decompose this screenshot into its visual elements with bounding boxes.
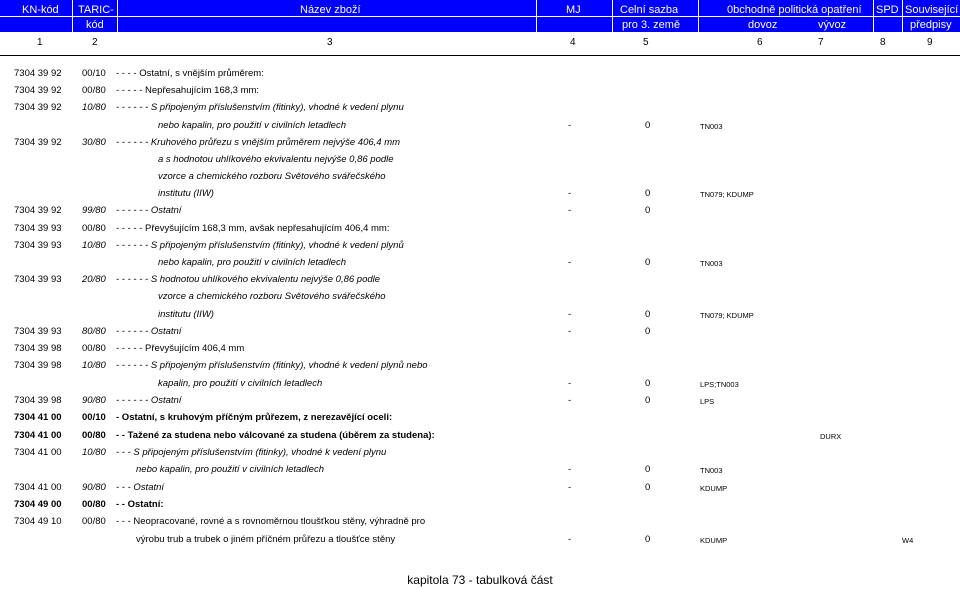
table-header [0, 0, 960, 32]
header-divider [0, 55, 960, 56]
unit: - [568, 309, 572, 320]
header-vyvoz: vývoz [818, 19, 847, 31]
taric-code: 10/80 [82, 102, 106, 113]
kn-code: 7304 49 00 [14, 499, 62, 510]
column-number: 3 [327, 37, 333, 48]
item-description: - - - Neopracované, rovné a s rovnoměrnou tloušťkou stěny, výhradně pro [116, 516, 426, 527]
item-description: - - - Ostatní [116, 482, 165, 493]
kn-code: 7304 39 92 [14, 137, 62, 148]
item-description: - - - S připojeným příslušenstvím (fitinky), vhodné k vedení plynu [116, 447, 387, 458]
duty-rate: 0 [645, 378, 651, 389]
item-description-cont: výrobu trub a trubek o jiném příčném průřezu a tloušťce stěny [136, 534, 396, 545]
unit: - [568, 326, 572, 337]
duty-rate: 0 [645, 257, 651, 268]
table-row [0, 358, 960, 375]
related-regulation: W4 [902, 536, 914, 545]
table-row [0, 307, 960, 324]
taric-code: 00/10 [82, 412, 106, 423]
import-measure: TN003 [700, 259, 723, 268]
table-row [0, 83, 960, 100]
column-number: 1 [37, 37, 43, 48]
taric-code: 00/80 [82, 430, 106, 441]
kn-code: 7304 39 98 [14, 360, 62, 371]
header-pro-3-zeme: pro 3. země [622, 19, 681, 31]
table-row [0, 118, 960, 135]
table-row [0, 532, 960, 549]
column-number: 7 [818, 37, 824, 48]
kn-code: 7304 39 92 [14, 102, 62, 113]
taric-code: 00/10 [82, 68, 106, 79]
page-footer: kapitola 73 - tabulková část [407, 573, 553, 587]
import-measure: TN003 [700, 122, 723, 131]
table-row [0, 514, 960, 531]
kn-code: 7304 39 93 [14, 274, 62, 285]
table-row [0, 66, 960, 83]
kn-code: 7304 39 92 [14, 85, 62, 96]
table-row [0, 480, 960, 497]
taric-code: 00/80 [82, 516, 106, 527]
import-measure: LPS;TN003 [700, 380, 739, 389]
column-numbers [0, 32, 960, 54]
kn-code: 7304 39 98 [14, 343, 62, 354]
column-number: 8 [880, 37, 886, 48]
duty-rate: 0 [645, 482, 651, 493]
unit: - [568, 378, 572, 389]
header-souvisejici: Související [905, 4, 959, 16]
table-row [0, 341, 960, 358]
duty-rate: 0 [645, 188, 651, 199]
kn-code: 7304 41 00 [14, 412, 62, 423]
table-row [0, 169, 960, 186]
column-number: 2 [92, 37, 98, 48]
taric-code: 10/80 [82, 240, 106, 251]
item-description-cont: vzorce a chemického rozboru Světového svářečského [158, 291, 386, 302]
duty-rate: 0 [645, 326, 651, 337]
item-description-cont: a s hodnotou uhlíkového ekvivalentu nejvýše 0,86 podle [158, 154, 394, 165]
unit: - [568, 188, 572, 199]
header-kn-kod: KN-kód [22, 4, 59, 16]
header-obchodne-politicka-opatreni: 0bchodně politická opatření [727, 4, 862, 16]
duty-rate: 0 [645, 534, 651, 545]
table-row [0, 289, 960, 306]
item-description: - - - - - Převyšujícím 406,4 mm [116, 343, 245, 354]
item-description: - - - - - - S připojeným příslušenstvím (fitinky), vhodné k vedení plynů nebo [116, 360, 428, 371]
taric-code: 00/80 [82, 223, 106, 234]
unit: - [568, 120, 572, 131]
column-number: 9 [927, 37, 933, 48]
taric-code: 10/80 [82, 360, 106, 371]
table-row [0, 445, 960, 462]
item-description: - - - - - - Ostatní [116, 395, 182, 406]
table-row [0, 221, 960, 238]
taric-code: 10/80 [82, 447, 106, 458]
unit: - [568, 395, 572, 406]
table-row [0, 135, 960, 152]
taric-code: 99/80 [82, 205, 106, 216]
kn-code: 7304 39 92 [14, 68, 62, 79]
taric-code: 80/80 [82, 326, 106, 337]
kn-code: 7304 41 00 [14, 482, 62, 493]
column-number: 6 [757, 37, 763, 48]
item-description-cont: nebo kapalin, pro použití v civilních letadlech [136, 464, 325, 475]
unit: - [568, 534, 572, 545]
header-taric: TARIC- [78, 4, 114, 16]
header-mj: MJ [566, 4, 581, 16]
header-nazev-zbozi: Název zboží [300, 4, 361, 16]
taric-code: 90/80 [82, 482, 106, 493]
item-description: - Ostatní, s kruhovým příčným průřezem, z nerezavějící oceli: [116, 412, 393, 423]
table-row [0, 203, 960, 220]
table-row [0, 272, 960, 289]
unit: - [568, 464, 572, 475]
header-taric-kod: kód [86, 19, 104, 31]
taric-code: 90/80 [82, 395, 106, 406]
table-row [0, 410, 960, 427]
item-description: - - - - - - Ostatní [116, 326, 182, 337]
item-description: - - - - Ostatní, s vnějším průměrem: [116, 68, 264, 79]
table-row [0, 152, 960, 169]
kn-code: 7304 39 93 [14, 223, 62, 234]
item-description: - - - - - - S připojeným příslušenstvím (fitinky), vhodné k vedení plynů [116, 240, 404, 251]
import-measure: TN079; KDUMP [700, 311, 754, 320]
duty-rate: 0 [645, 120, 651, 131]
table-row [0, 462, 960, 479]
import-measure: KDUMP [700, 484, 728, 493]
table-row [0, 497, 960, 514]
item-description-cont: vzorce a chemického rozboru Světového svářečského [158, 171, 386, 182]
duty-rate: 0 [645, 309, 651, 320]
duty-rate: 0 [645, 205, 651, 216]
item-description: - - - - - - Ostatní [116, 205, 182, 216]
export-measure: DURX [820, 432, 842, 441]
header-predpisy: předpisy [910, 19, 952, 31]
taric-code: 30/80 [82, 137, 106, 148]
item-description: - - - - - Převyšujícím 168,3 mm, avšak nepřesahujícím 406,4 mm: [116, 223, 390, 234]
kn-code: 7304 39 92 [14, 205, 62, 216]
table-row [0, 100, 960, 117]
import-measure: LPS [700, 397, 715, 406]
table-row [0, 376, 960, 393]
header-dovoz: dovoz [748, 19, 778, 31]
unit: - [568, 257, 572, 268]
item-description: - - - - - - S hodnotou uhlíkového ekvivalentu nejvýše 0,86 podle [116, 274, 381, 285]
item-description-cont: institutu (IIW) [158, 188, 214, 199]
taric-code: 00/80 [82, 499, 106, 510]
item-description-cont: nebo kapalin, pro použití v civilních letadlech [158, 120, 347, 131]
item-description: - - - - - - S připojeným příslušenstvím (fitinky), vhodné k vedení plynu [116, 102, 404, 113]
kn-code: 7304 39 93 [14, 240, 62, 251]
item-description-cont: nebo kapalin, pro použití v civilních letadlech [158, 257, 347, 268]
table-row [0, 186, 960, 203]
table-row [0, 428, 960, 445]
table-row [0, 324, 960, 341]
header-celni-sazba: Celní sazba [620, 4, 679, 16]
column-number: 5 [643, 37, 649, 48]
duty-rate: 0 [645, 395, 651, 406]
table-row [0, 255, 960, 272]
taric-code: 00/80 [82, 343, 106, 354]
table-row [0, 393, 960, 410]
unit: - [568, 205, 572, 216]
item-description: - - - - - Nepřesahujícím 168,3 mm: [116, 85, 260, 96]
taric-code: 00/80 [82, 85, 106, 96]
duty-rate: 0 [645, 464, 651, 475]
kn-code: 7304 39 98 [14, 395, 62, 406]
header-spd: SPD [876, 4, 899, 16]
item-description: - - Ostatní: [116, 499, 164, 510]
table-row [0, 238, 960, 255]
kn-code: 7304 39 93 [14, 326, 62, 337]
column-number: 4 [570, 37, 576, 48]
kn-code: 7304 41 00 [14, 430, 62, 441]
import-measure: TN003 [700, 466, 723, 475]
item-description: - - Tažené za studena nebo válcované za studena (úběrem za studena): [116, 430, 435, 441]
taric-code: 20/80 [82, 274, 106, 285]
kn-code: 7304 41 00 [14, 447, 62, 458]
item-description-cont: kapalin, pro použití v civilních letadlech [158, 378, 323, 389]
item-description: - - - - - - Kruhového průřezu s vnějším průměrem nejvýše 406,4 mm [116, 137, 401, 148]
item-description-cont: institutu (IIW) [158, 309, 214, 320]
import-measure: TN079; KDUMP [700, 190, 754, 199]
kn-code: 7304 49 10 [14, 516, 62, 527]
unit: - [568, 482, 572, 493]
import-measure: KDUMP [700, 536, 728, 545]
